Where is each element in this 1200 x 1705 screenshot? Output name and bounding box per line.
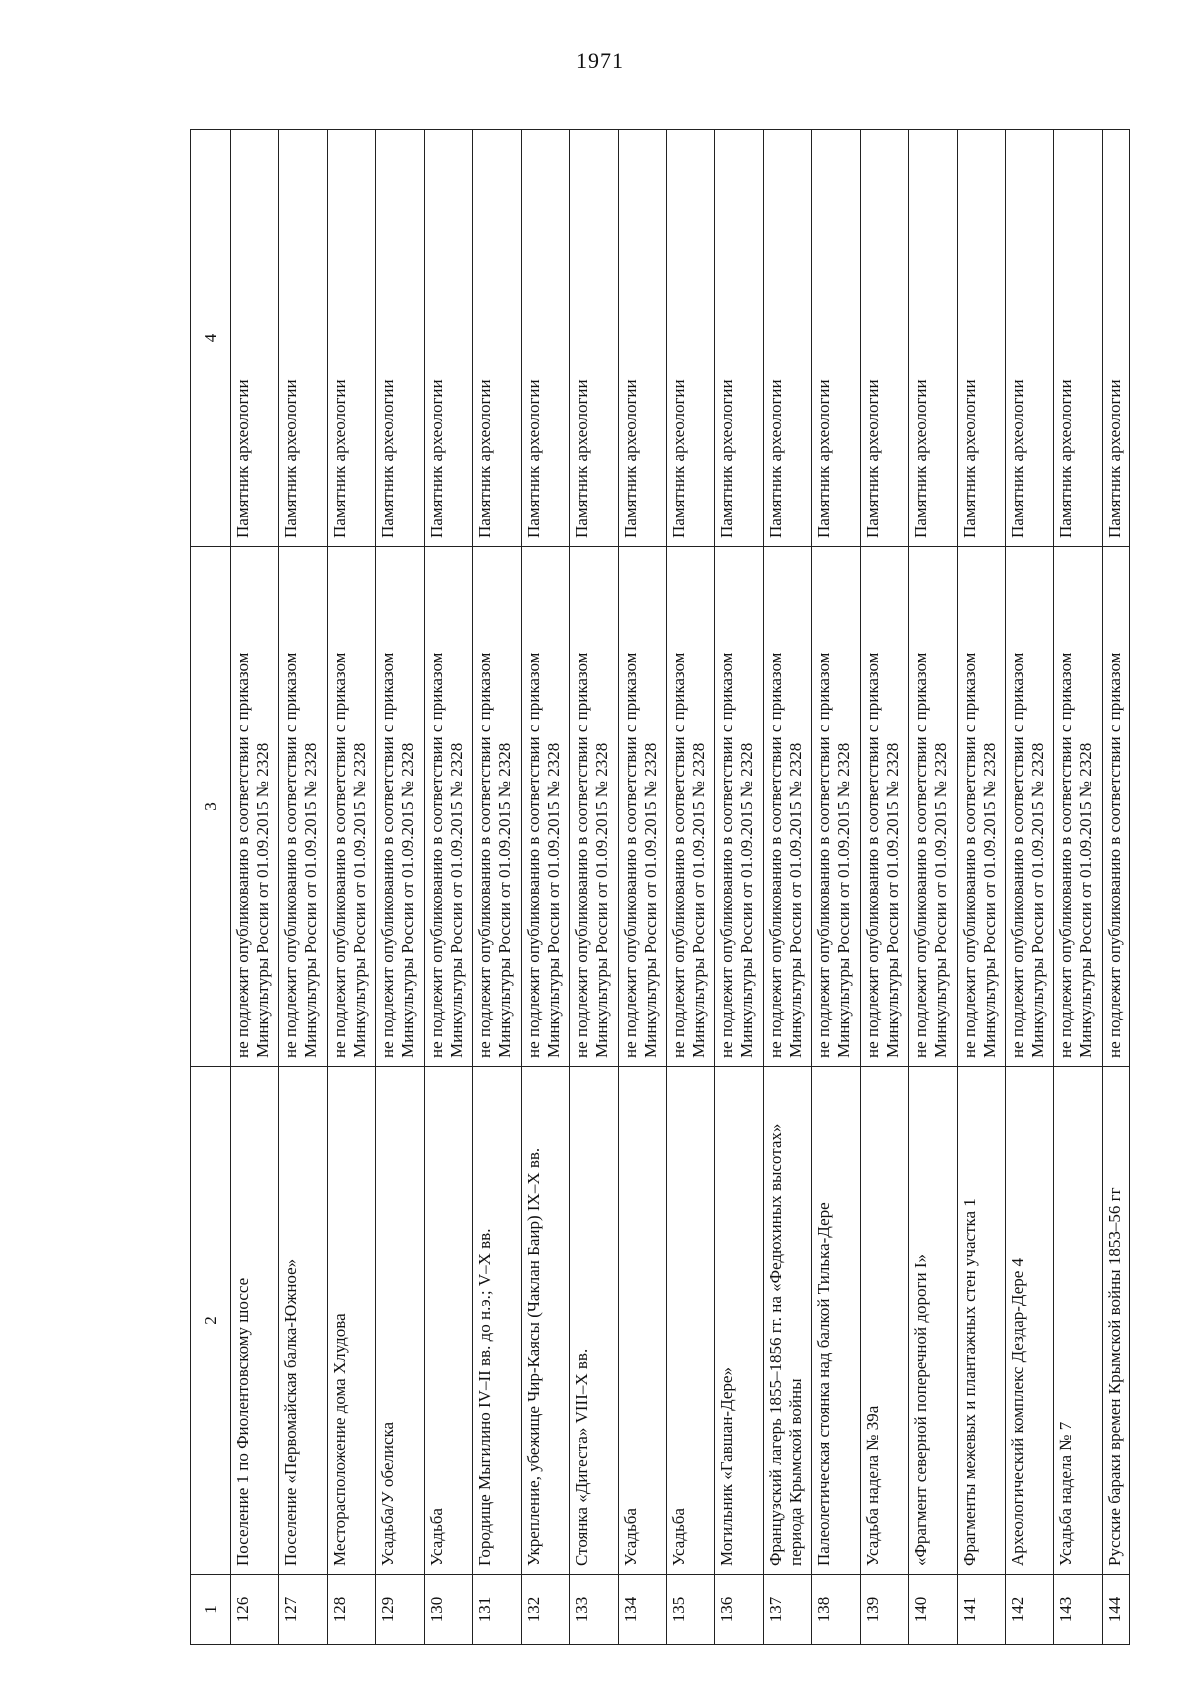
publication-status: не подлежит опубликованию в соответствии с приказом Минкультуры России от 01.09.2015 № 2328 <box>327 547 375 1067</box>
row-number: 131 <box>473 1575 521 1645</box>
table-row <box>473 130 521 1645</box>
object-category: Памятник археологии <box>957 130 1005 547</box>
header-col-1: 1 <box>191 1575 231 1645</box>
row-number: 133 <box>570 1575 618 1645</box>
header-row <box>191 130 231 1645</box>
publication-status: не подлежит опубликованию в соответствии с приказом Минкультуры России от 01.09.2015 № 2328 <box>376 547 424 1067</box>
object-category: Памятник археологии <box>376 130 424 547</box>
table-row <box>618 130 666 1645</box>
object-category: Памятник археологии <box>860 130 908 547</box>
row-number: 138 <box>812 1575 860 1645</box>
table-row <box>279 130 327 1645</box>
object-category: Памятник археологии <box>570 130 618 547</box>
row-number: 143 <box>1054 1575 1102 1645</box>
table-row <box>424 130 472 1645</box>
object-name: Палеолетическая стоянка над балкой Тилька-Дере <box>812 1067 860 1575</box>
object-name: Усадьба надела № 7 <box>1054 1067 1102 1575</box>
table-row <box>570 130 618 1645</box>
table-row <box>666 130 714 1645</box>
table-row <box>231 130 279 1645</box>
publication-status: не подлежит опубликованию в соответствии с приказом Минкультуры России от 01.09.2015 № 2328 <box>763 547 811 1067</box>
row-number: 126 <box>231 1575 279 1645</box>
table-row <box>1102 130 1129 1645</box>
publication-status: не подлежит опубликованию в соответствии с приказом <box>1102 547 1129 1067</box>
object-name: Городище Мыгилино IV–II вв. до н.э.; V–X вв. <box>473 1067 521 1575</box>
object-name: Поселение 1 по Фиолентовскому шоссе <box>231 1067 279 1575</box>
publication-status: не подлежит опубликованию в соответствии с приказом Минкультуры России от 01.09.2015 № 2328 <box>424 547 472 1067</box>
row-number: 137 <box>763 1575 811 1645</box>
object-name: Могильник «Гавшан-Дере» <box>715 1067 763 1575</box>
table-row <box>521 130 569 1645</box>
object-category: Памятник археологии <box>279 130 327 547</box>
table-row <box>909 130 957 1645</box>
row-number: 136 <box>715 1575 763 1645</box>
table-row <box>376 130 424 1645</box>
object-category: Памятник археологии <box>1102 130 1129 547</box>
object-name: Усадьба <box>424 1067 472 1575</box>
heritage-table <box>190 129 1130 1645</box>
publication-status: не подлежит опубликованию в соответствии с приказом Минкультуры России от 01.09.2015 № 2328 <box>666 547 714 1067</box>
object-name: Русские бараки времен Крымской войны 1853–56 гг <box>1102 1067 1129 1575</box>
row-number: 127 <box>279 1575 327 1645</box>
object-category: Памятник археологии <box>1054 130 1102 547</box>
object-category: Памятник археологии <box>909 130 957 547</box>
table-row <box>1054 130 1102 1645</box>
object-name: Усадьба <box>618 1067 666 1575</box>
object-category: Памятник археологии <box>812 130 860 547</box>
publication-status: не подлежит опубликованию в соответствии с приказом Минкультуры России от 01.09.2015 № 2328 <box>957 547 1005 1067</box>
object-name: Усадьба надела № 39а <box>860 1067 908 1575</box>
object-category: Памятник археологии <box>521 130 569 547</box>
publication-status: не подлежит опубликованию в соответствии с приказом Минкультуры России от 01.09.2015 № 2328 <box>1054 547 1102 1067</box>
table-row <box>763 130 811 1645</box>
table-row <box>812 130 860 1645</box>
row-number: 142 <box>1006 1575 1054 1645</box>
row-number: 129 <box>376 1575 424 1645</box>
object-name: Месторасположение дома Хлудова <box>327 1067 375 1575</box>
header-col-2: 2 <box>191 1067 231 1575</box>
object-name: Усадьба/У обелиска <box>376 1067 424 1575</box>
object-name: «Фрагмент северной поперечной дороги I» <box>909 1067 957 1575</box>
publication-status: не подлежит опубликованию в соответствии с приказом Минкультуры России от 01.09.2015 № 2328 <box>715 547 763 1067</box>
row-number: 135 <box>666 1575 714 1645</box>
publication-status: не подлежит опубликованию в соответствии с приказом Минкультуры России от 01.09.2015 № 2328 <box>231 547 279 1067</box>
table-row <box>715 130 763 1645</box>
object-category: Памятник археологии <box>763 130 811 547</box>
publication-status: не подлежит опубликованию в соответствии с приказом Минкультуры России от 01.09.2015 № 2328 <box>570 547 618 1067</box>
object-name: Укрепление, убежище Чир-Каясы (Чаклан Баир) IX–X вв. <box>521 1067 569 1575</box>
table-row <box>957 130 1005 1645</box>
table-row <box>1006 130 1054 1645</box>
table-row <box>860 130 908 1645</box>
object-category: Памятник археологии <box>327 130 375 547</box>
row-number: 130 <box>424 1575 472 1645</box>
rotated-table-container <box>190 130 1130 1645</box>
publication-status: не подлежит опубликованию в соответствии с приказом Минкультуры России от 01.09.2015 № 2328 <box>860 547 908 1067</box>
row-number: 144 <box>1102 1575 1129 1645</box>
object-category: Памятник археологии <box>231 130 279 547</box>
object-category: Памятник археологии <box>666 130 714 547</box>
page-number: 1971 <box>576 48 624 73</box>
publication-status: не подлежит опубликованию в соответствии с приказом Минкультуры России от 01.09.2015 № 2328 <box>279 547 327 1067</box>
publication-status: не подлежит опубликованию в соответствии с приказом Минкультуры России от 01.09.2015 № 2328 <box>521 547 569 1067</box>
object-name: Французский лагерь 1855–1856 гг. на «Федюхиных высотах» периода Крымской войны <box>763 1067 811 1575</box>
object-name: Усадьба <box>666 1067 714 1575</box>
object-category: Памятник археологии <box>618 130 666 547</box>
publication-status: не подлежит опубликованию в соответствии с приказом Минкультуры России от 01.09.2015 № 2328 <box>473 547 521 1067</box>
table-row <box>327 130 375 1645</box>
object-category: Памятник археологии <box>1006 130 1054 547</box>
publication-status: не подлежит опубликованию в соответствии с приказом Минкультуры России от 01.09.2015 № 2328 <box>812 547 860 1067</box>
header-col-4: 4 <box>191 130 231 547</box>
object-name: Поселение «Первомайская балка-Южное» <box>279 1067 327 1575</box>
object-name: Стоянка «Дигеста» VIII–X вв. <box>570 1067 618 1575</box>
row-number: 134 <box>618 1575 666 1645</box>
object-category: Памятник археологии <box>715 130 763 547</box>
row-number: 132 <box>521 1575 569 1645</box>
publication-status: не подлежит опубликованию в соответствии с приказом Минкультуры России от 01.09.2015 № 2328 <box>1006 547 1054 1067</box>
publication-status: не подлежит опубликованию в соответствии с приказом Минкультуры России от 01.09.2015 № 2328 <box>909 547 957 1067</box>
header-col-3: 3 <box>191 547 231 1067</box>
row-number: 128 <box>327 1575 375 1645</box>
row-number: 140 <box>909 1575 957 1645</box>
object-category: Памятник археологии <box>424 130 472 547</box>
row-number: 139 <box>860 1575 908 1645</box>
table-body <box>231 130 1130 1645</box>
row-number: 141 <box>957 1575 1005 1645</box>
object-name: Археологический комплекс Дездар-Дере 4 <box>1006 1067 1054 1575</box>
object-name: Фрагменты межевых и плантажных стен участка 1 <box>957 1067 1005 1575</box>
publication-status: не подлежит опубликованию в соответствии с приказом Минкультуры России от 01.09.2015 № 2328 <box>618 547 666 1067</box>
object-category: Памятник археологии <box>473 130 521 547</box>
